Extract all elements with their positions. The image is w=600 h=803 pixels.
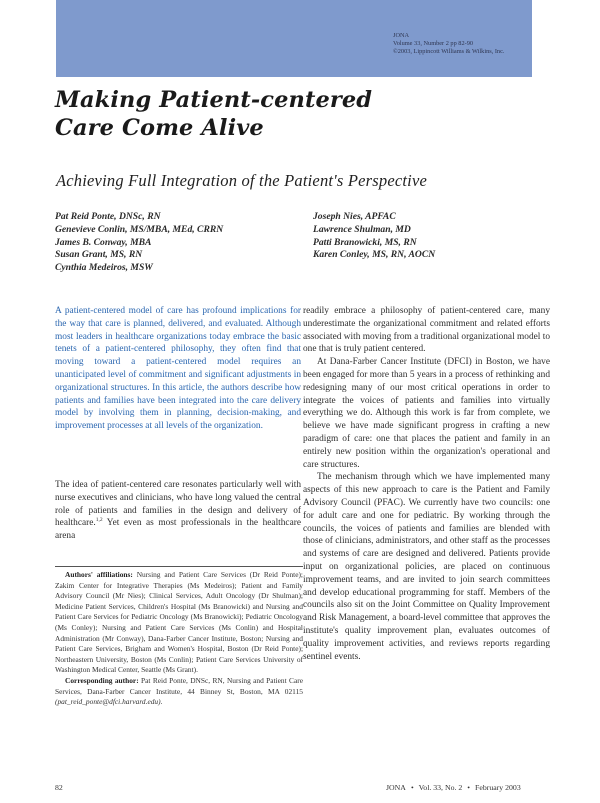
page-number: 82 — [55, 783, 63, 792]
journal-volume: Volume 33, Number 2 pp 82-90 — [393, 40, 473, 48]
footer-journal: JONA — [386, 783, 406, 792]
journal-name: JONA — [393, 32, 410, 39]
footer-volume: Vol. 33, No. 2 — [418, 783, 463, 792]
article-title-line-2: Care Come Alive — [55, 115, 264, 141]
abstract-text: A patient-centered model of care has profound implications for the way that care is planned, delivered, and evaluated. Although most leaders in healthcare organizations today embrace the basic tenets of a patient-centered philosophy, they often find that moving toward a patient-centered model requires an unanticipated level of commitment and significant adjustments in organizational structures. In this article, the authors describe how patients and families have been integrated into the care delivery model by involving them in planning, decision-making, and improvement processes at all levels of the organization. — [55, 306, 301, 432]
journal-copyright: ©2003, Lippincott Williams & Wilkins, Inc. — [393, 48, 505, 56]
corresponding-author-paragraph — [55, 676, 303, 708]
intro-text-block — [55, 479, 301, 543]
body-paragraph: At Dana-Farber Cancer Institute (DFCI) in Boston, we have been engaged for more than 5 years in a process of rethinking and redesigning many of our most critical operations in order to integrate the voices of patients and families into virtually everything we do. Although this work is far from complete, we believe we have made significant progress in crafting a new paradigm of care: one that places the patient and family in an entirely new position within the organization's operational and care structures. — [303, 357, 550, 470]
author-name: Karen Conley, MS, RN, AOCN — [313, 249, 436, 261]
author-name: Lawrence Shulman, MD — [313, 223, 411, 235]
article-title-line-1: Making Patient-centered — [55, 87, 373, 113]
corresponding-author-text: Pat Reid Ponte, DNSc, RN, Nursing and Patient Care Services, Dana-Farber Cancer Institute, 44 Binney St, Boston, MA 02115 — [55, 675, 303, 696]
article-title — [55, 86, 372, 142]
body-paragraph: readily embrace a philosophy of patient-centered care, many underestimate the organizational commitment and related efforts associated with moving from a traditional organizational model to one that is truly patient centered. — [303, 306, 550, 355]
author-name: Genevieve Conlin, MS/MBA, MEd, CRRN — [55, 223, 224, 235]
author-list-right — [313, 211, 435, 262]
author-name: Cynthia Medeiros, MSW — [55, 262, 153, 274]
author-name: Joseph Nies, APFAC — [313, 211, 396, 222]
corresponding-author-email[interactable]: (pat_reid_ponte@dfci.harvard.edu). — [55, 697, 163, 707]
article-subtitle: Achieving Full Integration of the Patient's Perspective — [56, 171, 428, 190]
intro-text-tail: Yet even as most professionals in the healthcare arena — [55, 518, 301, 542]
author-list-left — [55, 211, 223, 275]
author-affiliations — [55, 570, 303, 708]
intro-text: The idea of patient-centered care resonates particularly well with nurse executives and clinicians, who have long valued the central role of patients and families in the design and delivery of healthcare. — [55, 480, 301, 529]
intro-paragraph — [55, 479, 301, 543]
right-column-body — [303, 305, 550, 663]
body-paragraph: The mechanism through which we have implemented many aspects of this new approach to care is the Patient and Family Advisory Council (PFAC). We currently have two councils: one for adult care and one for pediatric. By working through the councils, the voices of patients and families are blended with those of clinicians, administrators, and other staff as the processes and systems of care are designed and delivered. Patients provide input on organizational policies, are placed on continuous improvement teams, and are invited to join search committees and develop educational programming for staff. Members of the councils also sit on the Joint Committee on Quality Improvement and Risk Management, a board-level committee that approves the institute's quality improvement plan, evaluates outcomes of quality improvement activities, and reviews reports regarding sentinel events. — [303, 472, 550, 662]
affiliations-text: Nursing and Patient Care Services (Dr Reid Ponte); Zakim Center for Integrative Therapies (Ms Medeiros); Patient and Family Advisory Council (Mr Nies); Clinical Services, Adult Oncology (Dr Shulman); Medicine Patient Services, Children's Hospital (Ms Branowicki) and Nursing and Patient Care Services for Pediatric Oncology (Ms Branowicki); Pediatric Oncology (Ms Conley); Nursing and Patient Care Services (Ms Conlin) and Hospital Administration (Mr Conway), Dana-Farber Cancer Institute, Boston; Nursing and Patient Care Services, Brigham and Women's Hospital, Boston (Dr Reid Ponte); Northeastern University, Boston (Ms Conlin); Patient Care Services University of Washington Medical Center, Seattle (Ms Grant). — [55, 570, 303, 675]
affiliations-label: Authors' affiliations: — [65, 570, 133, 579]
abstract — [55, 305, 301, 433]
corresponding-author-label: Corresponding author: — [65, 675, 139, 685]
footer-date: February 2003 — [475, 783, 521, 792]
author-name: James B. Conway, MBA — [55, 236, 152, 248]
running-footer — [386, 783, 521, 792]
footnote-divider — [55, 566, 303, 567]
footer-separator: • — [467, 783, 471, 792]
citation-ref[interactable]: 1,2 — [95, 517, 103, 524]
journal-info — [393, 32, 504, 57]
author-name: Susan Grant, MS, RN — [55, 249, 143, 261]
author-name: Pat Reid Ponte, DNSc, RN — [55, 211, 161, 222]
footer-separator: • — [410, 783, 414, 792]
affiliations-paragraph — [55, 570, 303, 676]
author-name: Patti Branowicki, MS, RN — [313, 236, 417, 248]
